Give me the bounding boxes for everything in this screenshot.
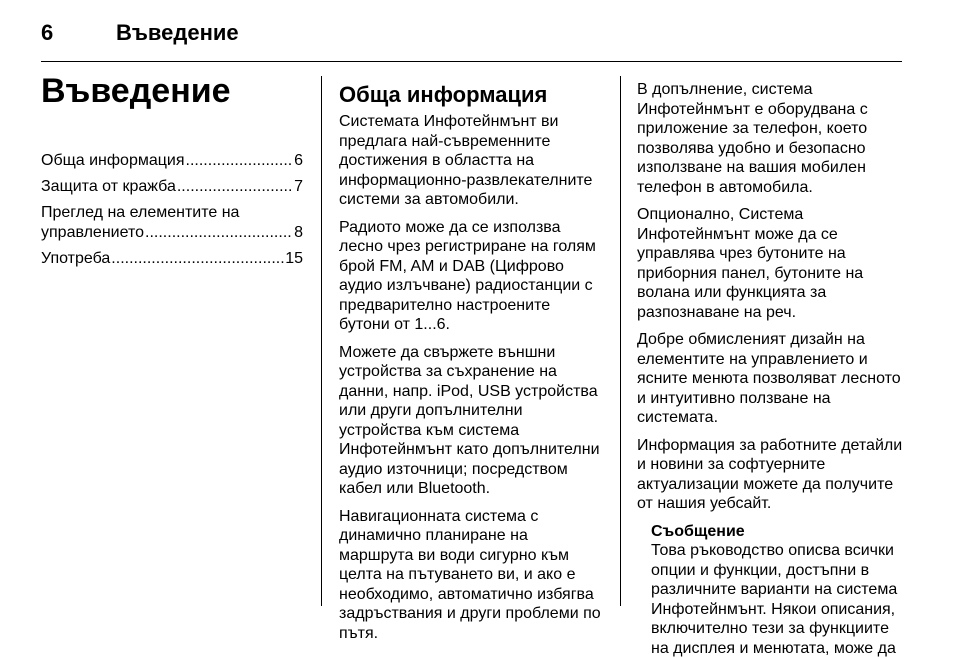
paragraph-line: Добре обмисленият дизайн на	[637, 330, 913, 350]
paragraph-line: Инфотейнмънт може да се	[637, 225, 913, 245]
section-heading: Обща информация	[339, 82, 615, 108]
paragraph-line: динамично планиране на	[339, 526, 615, 546]
paragraph-line: Инфотейнмънт е оборудвана с	[637, 100, 913, 120]
paragraph	[339, 507, 615, 644]
note-line: на дисплея и менютата, може да	[651, 639, 913, 658]
toc-leader-dots	[186, 151, 294, 171]
note-line: Това ръководство описва всички	[651, 541, 913, 561]
paragraph-line: използване на вашия мобилен	[637, 158, 913, 178]
paragraph	[637, 436, 913, 514]
toc-entry-title: Обща информация	[41, 151, 185, 171]
paragraph-line: приложение за телефон, което	[637, 119, 913, 139]
paragraph-line: маршрута ви води сигурно към	[339, 546, 615, 566]
toc-entry-row	[41, 151, 303, 171]
column-divider-left	[321, 76, 322, 606]
note-body	[651, 541, 913, 658]
paragraph-line: предлага най-съвременните	[339, 132, 615, 152]
paragraph-line: данни, напр. iPod, USB устройства	[339, 382, 615, 402]
toc-entry-title: Употреба	[41, 249, 110, 269]
paragraph-line: устройства към система	[339, 421, 615, 441]
note-line: различните варианти на система	[651, 580, 913, 600]
section-body	[339, 112, 615, 643]
toc-leader-dots	[111, 249, 284, 269]
middle-column	[339, 82, 615, 651]
paragraph-line: пътя.	[339, 624, 615, 644]
paragraph-line: задръствания и други проблеми по	[339, 604, 615, 624]
toc-entry-row	[41, 223, 303, 243]
toc-entry-title: управлението	[41, 223, 144, 243]
paragraph-line: необходимо, автоматично избягва	[339, 585, 615, 605]
paragraph-line: актуализации можете да получите	[637, 475, 913, 495]
paragraph-line: разпознаване на реч.	[637, 303, 913, 323]
paragraph-line: позволява удобно и безопасно	[637, 139, 913, 159]
paragraph-line: системи за автомобили.	[339, 190, 615, 210]
paragraph-line: елементите на управлението и	[637, 350, 913, 370]
paragraph-line: и новини за софтуерните	[637, 455, 913, 475]
note-box	[637, 522, 913, 658]
paragraph-line: системата.	[637, 408, 913, 428]
paragraph	[339, 218, 615, 335]
toc-entry-line: Преглед на елементите на	[41, 203, 303, 223]
paragraph-line: бутони от 1...6.	[339, 315, 615, 335]
paragraph-line: кабел или Bluetooth.	[339, 479, 615, 499]
chapter-title: Въведение	[41, 71, 231, 111]
paragraph-line: Системата Инфотейнмънт ви	[339, 112, 615, 132]
paragraph-line: устройства за съхранение на	[339, 362, 615, 382]
toc-page-number: 7	[294, 177, 303, 197]
toc-leader-dots	[177, 177, 293, 197]
paragraph-line: телефон в автомобила.	[637, 178, 913, 198]
paragraph-line: предварително настроените	[339, 296, 615, 316]
paragraph-line: лесно чрез регистриране на голям	[339, 237, 615, 257]
column-divider-right	[620, 76, 621, 606]
paragraph-line: достижения в областта на	[339, 151, 615, 171]
paragraph	[339, 112, 615, 210]
toc-page-number: 6	[294, 151, 303, 171]
paragraph	[637, 330, 913, 428]
toc-entry-row	[41, 249, 303, 269]
table-of-contents	[41, 151, 303, 275]
right-column	[637, 80, 913, 658]
paragraph-line: или други допълнителни	[339, 401, 615, 421]
paragraph-line: ясните менюта позволяват лесното	[637, 369, 913, 389]
paragraph-line: от нашия уебсайт.	[637, 494, 913, 514]
paragraph-line: приборния панел, бутоните на	[637, 264, 913, 284]
paragraph-line: волана или функцията за	[637, 283, 913, 303]
paragraph	[339, 343, 615, 499]
paragraph-line: целта на пътуването ви, и ако е	[339, 565, 615, 585]
paragraph-line: Радиото може да се използва	[339, 218, 615, 238]
paragraph-line: Информация за работните детайли	[637, 436, 913, 456]
paragraph-line: управлява чрез бутоните на	[637, 244, 913, 264]
note-line: включително тези за функциите	[651, 619, 913, 639]
paragraph	[637, 205, 913, 322]
paragraph-line: Можете да свържете външни	[339, 343, 615, 363]
toc-entry[interactable]	[41, 151, 303, 171]
toc-leader-dots	[145, 223, 293, 243]
toc-entry-title: Защита от кражба	[41, 177, 176, 197]
paragraph	[637, 80, 913, 197]
paragraph-line: Инфотейнмънт като допълнителни	[339, 440, 615, 460]
note-line: Инфотейнмънт. Някои описания,	[651, 600, 913, 620]
toc-entry[interactable]	[41, 177, 303, 197]
paragraph-line: аудио източници; посредством	[339, 460, 615, 480]
toc-page-number: 8	[294, 223, 303, 243]
toc-page-number: 15	[285, 249, 303, 269]
paragraph-line: Опционално, Система	[637, 205, 913, 225]
paragraph-line: и интуитивно ползване на	[637, 389, 913, 409]
running-title: Въведение	[116, 20, 239, 46]
note-line: опции и функции, достъпни в	[651, 561, 913, 581]
paragraph-line: аудио излъчване) радиостанции с	[339, 276, 615, 296]
toc-entry-row	[41, 177, 303, 197]
paragraph-line: Навигационната система с	[339, 507, 615, 527]
right-column-body	[637, 80, 913, 514]
note-title: Съобщение	[651, 522, 913, 542]
paragraph-line: В допълнение, система	[637, 80, 913, 100]
header-rule	[41, 61, 902, 62]
paragraph-line: информационно-развлекателните	[339, 171, 615, 191]
toc-entry[interactable]	[41, 203, 303, 243]
paragraph-line: брой FM, AM и DAB (Цифрово	[339, 257, 615, 277]
page-number: 6	[41, 20, 53, 46]
toc-entry[interactable]	[41, 249, 303, 269]
